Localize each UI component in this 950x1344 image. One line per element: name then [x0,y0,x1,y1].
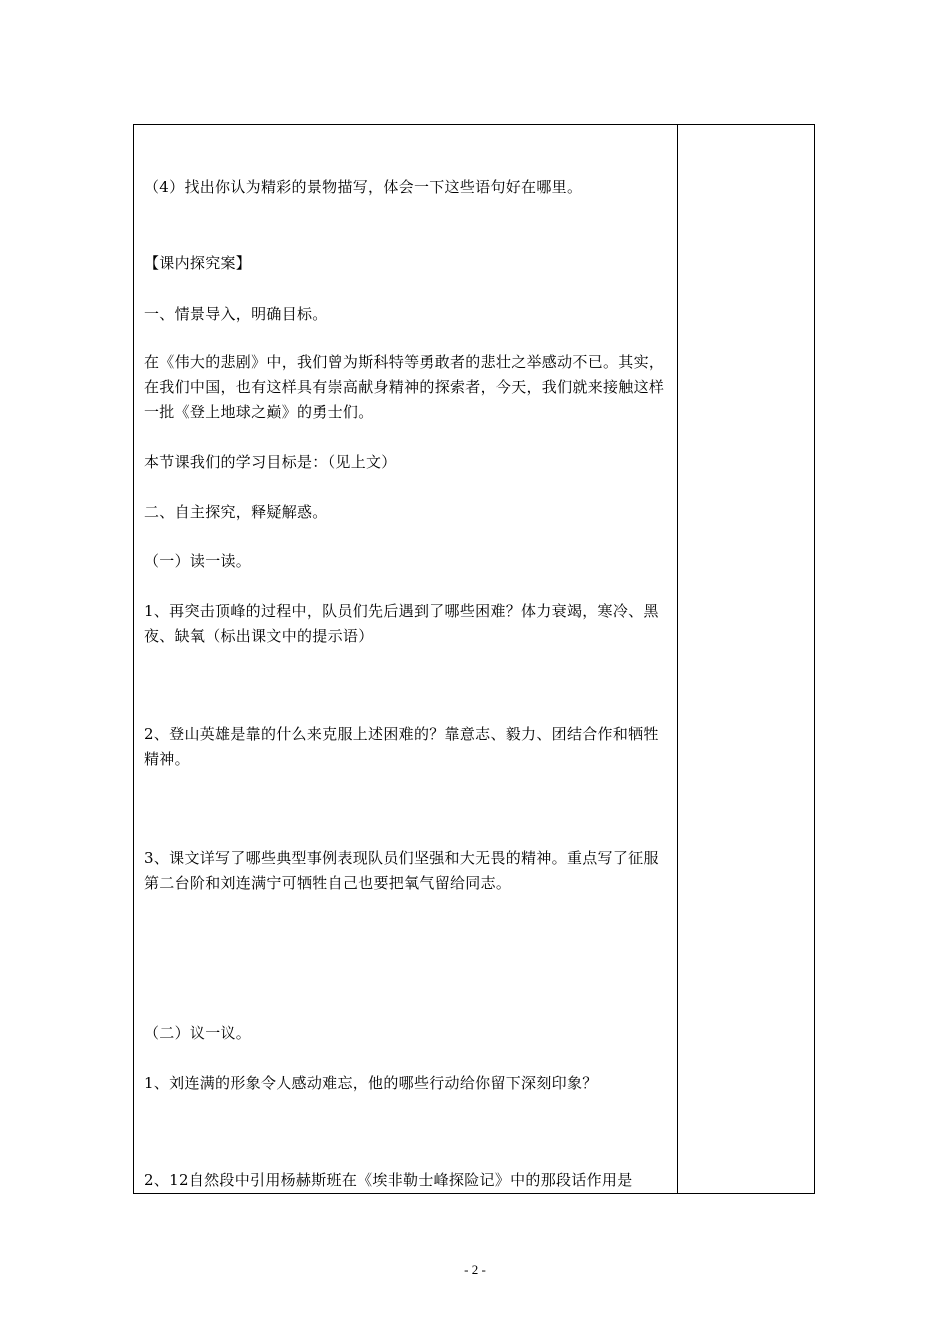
read-heading: （一）读一读。 [144,552,252,570]
notes-column [678,125,814,1193]
discuss-question-1: 1、刘连满的形象令人感动难忘，他的哪些行动给你留下深刻印象？ [144,1074,598,1092]
read-question-2: 2、登山英雄是靠的什么来克服上述困难的？靠意志、毅力、团结合作和牺牲精神。 [144,725,659,768]
discuss-heading: （二）议一议。 [144,1024,252,1042]
discuss-question-2: 2、12自然段中引用杨赫斯班在《埃非勒士峰探险记》中的那段话作用是 [144,1171,633,1189]
page-number: - 2 - [464,1262,486,1277]
content-table [133,124,815,1194]
part2-heading: 二、自主探究，释疑解惑。 [144,503,328,521]
read-question-3: 3、课文详写了哪些典型事例表现队员们坚强和大无畏的精神。重点写了征服第二台阶和刘连满宁可牺牲自己也要把氧气留给同志。 [144,849,659,892]
question-4: （4）找出你认为精彩的景物描写，体会一下这些语句好在哪里。 [144,178,583,196]
read-question-1: 1、再突击顶峰的过程中，队员们先后遇到了哪些困难？体力衰竭，寒冷、黑夜、缺氧（标出课文中的提示语） [144,602,659,645]
intro-paragraph: 在《伟大的悲剧》中，我们曾为斯科特等勇敢者的悲壮之举感动不已。其实，在我们中国，也有这样具有崇高献身精神的探索者，今天，我们就来接触这样一批《登上地球之巅》的勇士们。 [144,353,665,421]
part1-heading: 一、情景导入，明确目标。 [144,305,328,323]
section-heading: 【课内探究案】 [144,254,252,272]
learning-objective: 本节课我们的学习目标是：（见上文） [144,453,397,471]
